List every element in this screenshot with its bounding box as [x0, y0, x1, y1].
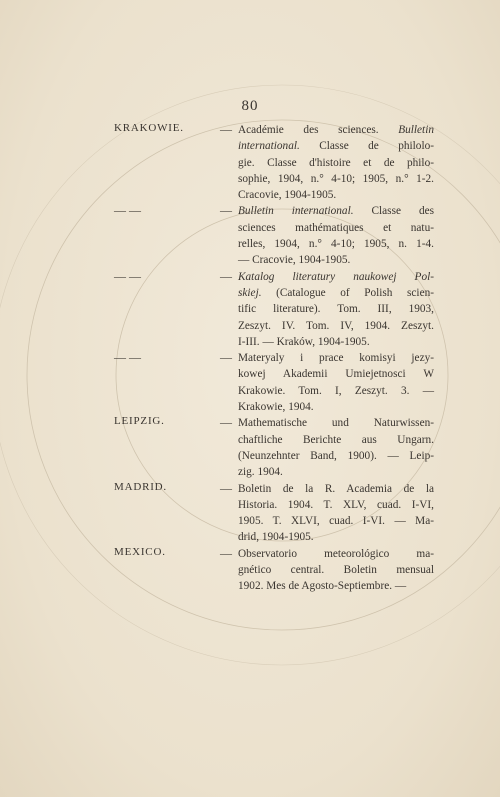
italic-title: Bulletin	[398, 124, 434, 136]
entry-place: — —	[114, 350, 141, 365]
entry-place: — —	[114, 268, 141, 283]
line-text: tific literature). Tom. III, 1903,	[238, 303, 434, 316]
entry-line	[238, 252, 434, 268]
line-text: Zeszyt. IV. Tom. IV, 1904. Zeszyt.	[238, 319, 434, 332]
entry-text	[238, 546, 434, 595]
entry-line	[238, 513, 434, 529]
italic-title: international.	[238, 140, 300, 153]
entry-line	[238, 301, 434, 317]
entry-text	[238, 350, 434, 415]
entry-line	[238, 415, 434, 431]
entry-line	[238, 383, 434, 399]
line-text: 1905. T. XLVI, cuad. I-VI. — Ma-	[238, 515, 434, 528]
italic-title: Katalog literatury naukowej Pol-	[238, 270, 434, 283]
entry-line	[238, 578, 434, 594]
entry-place: — —	[114, 203, 141, 218]
entry-line	[238, 562, 434, 578]
line-text: kowej Akademii Umiejetnosci W	[238, 368, 434, 381]
entry-line	[238, 529, 434, 545]
entry-line	[238, 122, 434, 138]
line-text: — Cracovie, 1904-1905.	[238, 254, 351, 267]
entry-line	[238, 220, 434, 236]
entry-line	[238, 138, 434, 154]
catalogue-entries	[0, 122, 500, 595]
line-text: Classe des	[353, 205, 434, 218]
entry-separator: —	[220, 268, 232, 283]
line-text: Académie des sciences.	[238, 124, 399, 136]
entry-line	[238, 285, 434, 301]
entry-text	[238, 481, 434, 546]
entry-place: MEXICO.	[114, 545, 166, 558]
entry-line	[238, 203, 434, 219]
line-text: Observatorio meteorológico ma-	[238, 547, 434, 560]
line-text: Krakowie. Tom. I, Zeszyt. 3. —	[238, 384, 434, 397]
line-text: Krakowie, 1904.	[238, 401, 314, 414]
entry-text	[238, 203, 434, 268]
entry-line	[238, 432, 434, 448]
catalogue-entry	[0, 203, 500, 268]
line-text: sciences mathématiques et natu-	[238, 221, 434, 234]
entry-line	[238, 187, 434, 203]
line-text: I-III. — Kraków, 1904-1905.	[238, 335, 370, 348]
entry-line	[238, 481, 434, 497]
entry-place: MADRID.	[114, 480, 167, 493]
line-text: relles, 1904, n.° 4-10; 1905, n. 1-4.	[238, 238, 434, 251]
catalogue-entry	[0, 415, 500, 480]
catalogue-entry	[0, 481, 500, 546]
entry-line	[238, 497, 434, 513]
italic-title: Bulletin international.	[238, 205, 354, 218]
entry-line	[238, 236, 434, 252]
entry-line	[238, 366, 434, 382]
line-text: Classe de philolo-	[299, 140, 434, 153]
entry-line	[238, 171, 434, 187]
page-number: 80	[241, 98, 259, 114]
entry-line	[238, 399, 434, 415]
line-text: drid, 1904-1905.	[238, 531, 314, 544]
entry-text	[238, 269, 434, 350]
catalogue-entry	[0, 350, 500, 415]
entry-place: KRAKOWIE.	[114, 122, 184, 134]
entry-line	[238, 448, 434, 464]
entry-line	[238, 334, 434, 350]
line-text: Historia. 1904. T. XLV, cuad. I-VI,	[238, 498, 434, 511]
line-text: (Catalogue of Polish scien-	[261, 286, 434, 299]
catalogue-entry	[0, 546, 500, 595]
entry-separator: —	[220, 545, 232, 560]
entry-line	[238, 464, 434, 480]
entry-separator: —	[220, 415, 232, 430]
line-text: (Neunzehnter Band, 1900). — Leip-	[238, 449, 434, 462]
line-text: gnético central. Boletin mensual	[238, 564, 434, 577]
entry-separator: —	[220, 350, 232, 365]
line-text: Cracovie, 1904-1905.	[238, 189, 337, 202]
entry-line	[238, 350, 434, 366]
italic-title: skiej.	[238, 286, 262, 299]
entry-line	[238, 269, 434, 285]
catalogue-entry	[0, 122, 500, 203]
entry-line	[238, 155, 434, 171]
entry-text	[238, 122, 434, 203]
entry-separator: —	[220, 203, 232, 218]
line-text: 1902. Mes de Agosto-Septiembre. —	[238, 580, 407, 593]
catalogue-entry	[0, 269, 500, 350]
line-text: Boletin de la R. Academia de la	[238, 482, 434, 495]
line-text: Materyaly i prace komisyi jezy-	[238, 352, 434, 365]
entry-separator: —	[220, 480, 232, 495]
entry-line	[238, 318, 434, 334]
line-text: chaftliche Berichte aus Ungarn.	[238, 433, 434, 446]
entry-text	[238, 415, 434, 480]
entry-separator: —	[220, 122, 232, 136]
entry-line	[238, 546, 434, 562]
entry-place: LEIPZIG.	[114, 415, 165, 428]
line-text: Mathematische und Naturwissen-	[238, 417, 434, 430]
line-text: sophie, 1904, n.° 4-10; 1905, n.° 1-2.	[238, 172, 434, 185]
line-text: gie. Classe d'histoire et de philo-	[238, 156, 434, 169]
line-text: zig. 1904.	[238, 466, 283, 479]
